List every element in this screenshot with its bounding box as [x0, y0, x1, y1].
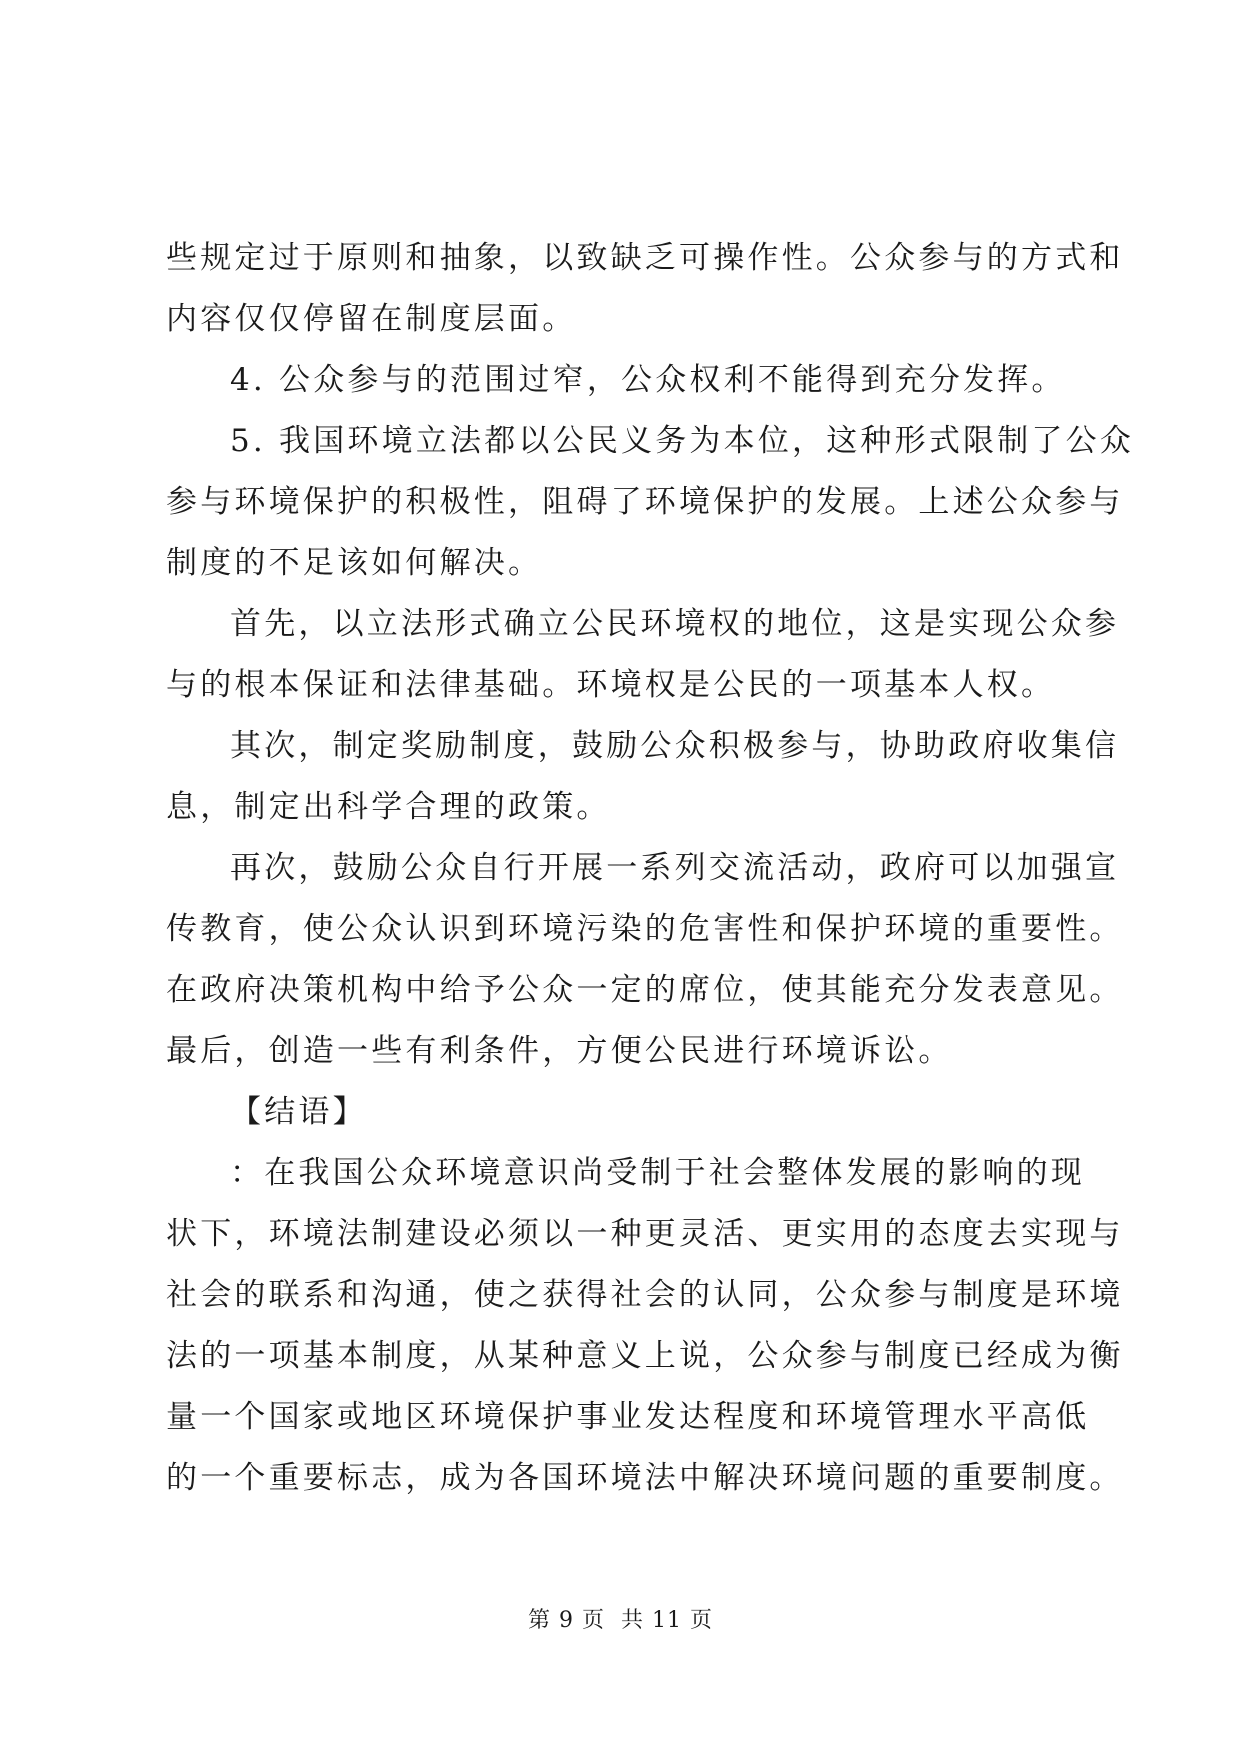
- text-line: 内容仅仅停留在制度层面。: [166, 301, 577, 337]
- text-line: 在政府决策机构中给予公众一定的席位，使其能充分发表意见。: [166, 972, 1124, 1008]
- text-line: 些规定过于原则和抽象，以致缺乏可操作性。公众参与的方式和: [166, 240, 1124, 276]
- text-line-first: 首先，以立法形式确立公民环境权的地位，这是实现公众参: [230, 606, 1120, 642]
- text-line: 制度的不足该如何解决。: [166, 545, 543, 581]
- section-heading-conclusion: 【结语】: [230, 1094, 367, 1130]
- text-block: [166, 228, 1135, 1509]
- text-line: 息，制定出科学合理的政策。: [166, 789, 611, 825]
- text-line: 最后，创造一些有利条件，方便公民进行环境诉讼。: [166, 1033, 953, 1069]
- text-line-list-item-4: 4. 公众参与的范围过窄，公众权利不能得到充分发挥。: [230, 362, 1066, 398]
- text-line: 的一个重要标志，成为各国环境法中解决环境问题的重要制度。: [166, 1460, 1124, 1496]
- text-line: 传教育，使公众认识到环境污染的危害性和保护环境的重要性。: [166, 911, 1124, 947]
- page-total: 共 11 页: [621, 1608, 713, 1633]
- text-line-second: 其次，制定奖励制度，鼓励公众积极参与，协助政府收集信: [230, 728, 1120, 764]
- text-line: 法的一项基本制度，从某种意义上说，公众参与制度已经成为衡: [166, 1338, 1124, 1374]
- text-line: 状下，环境法制建设必须以一种更灵活、更实用的态度去实现与: [166, 1216, 1124, 1252]
- page-footer: [0, 1603, 1241, 1634]
- text-line-third: 再次，鼓励公众自行开展一系列交流活动，政府可以加强宣: [230, 850, 1120, 886]
- text-line: 参与环境保护的积极性，阻碍了环境保护的发展。上述公众参与: [166, 484, 1124, 520]
- text-line-conclusion: ：在我国公众环境意识尚受制于社会整体发展的影响的现: [230, 1155, 1085, 1191]
- document-body: [166, 228, 1135, 1509]
- text-line-list-item-5: 5. 我国环境立法都以公民义务为本位，这种形式限制了公众: [230, 423, 1135, 459]
- text-line: 社会的联系和沟通，使之获得社会的认同，公众参与制度是环境: [166, 1277, 1124, 1313]
- page-number: 第 9 页: [528, 1608, 605, 1633]
- text-line: 与的根本保证和法律基础。环境权是公民的一项基本人权。: [166, 667, 1056, 703]
- text-line: 量一个国家或地区环境保护事业发达程度和环境管理水平高低: [166, 1399, 1090, 1435]
